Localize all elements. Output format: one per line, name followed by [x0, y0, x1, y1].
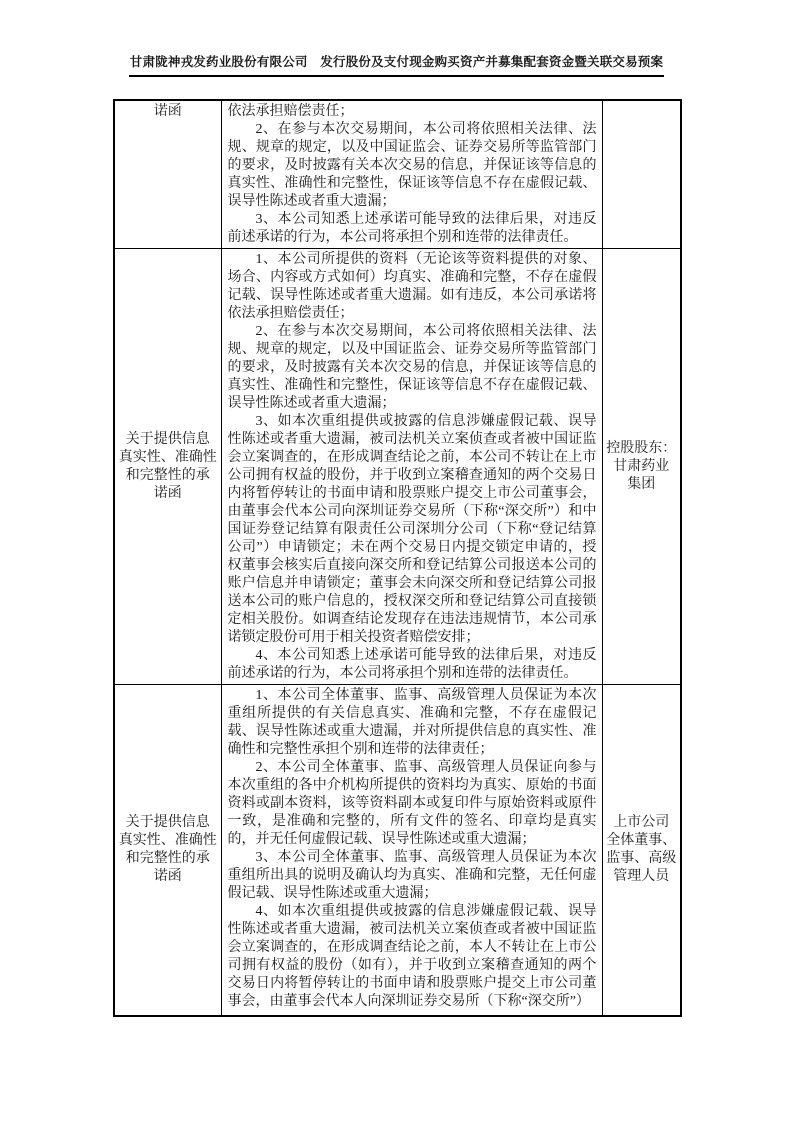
row-content-cell: [221, 249, 602, 685]
paragraph: 3、如本次重组提供或披露的信息涉嫌虚假记载、误导性陈述或者重大遗漏，被司法机关立案侦查或者被中国证监会立案调查的，在形成调查结论之前，本公司不转让在上市公司拥有权益的股份，并于收到立案稽查通知的两个交易日内将暂停转让的书面申请和股票账户提交上市公司董事会，由董事会代本公司向深圳证券交易所（下称“深交所”）和中国证券登记结算有限责任公司深圳分公司（下称“登记结算公司”）申请锁定；未在两个交易日内提交锁定申请的，授权董事会核实后直接向深交所和登记结算公司报送本公司的账户信息并申请锁定；董事会未向深交所和登记结算公司报送本公司的账户信息的，授权深交所和登记结算公司直接锁定相关股份。如调查结论发现存在违法违规情节，本公司承诺锁定股份可用于相关投资者赔偿安排；: [227, 414, 597, 645]
row-content-cell: [221, 685, 602, 1016]
row-label-cell: 诺函: [114, 100, 221, 249]
row-party-cell: 上市公司 全体董事、 监事、高级 管理人员: [602, 685, 681, 1016]
paragraph: 4、本公司知悉上述承诺可能导致的法律后果，对违反前述承诺的行为，本公司将承担个别和连带的法律责任。: [227, 648, 597, 681]
row-label-cell: 关于提供信息 真实性、准确性 和完整性的承 诺函: [114, 685, 221, 1016]
paragraph: 3、本公司知悉上述承诺可能导致的法律后果，对违反前述承诺的行为，本公司将承担个别和连带的法律责任。: [227, 212, 597, 245]
paragraph: 1、本公司所提供的资料（无论该等资料提供的对象、场合、内容或方式如何）均真实、准确和完整，不存在虚假记载、误导性陈述或者重大遗漏。如有违反，本公司承诺将依法承担赔偿责任；: [227, 252, 597, 321]
paragraph: 1、本公司全体董事、监事、高级管理人员保证为本次重组所提供的有关信息真实、准确和完整，不存在虚假记载、误导性陈述或重大遗漏，并对所提供信息的真实性、准确性和完整性承担个别和连带的法律责任；: [227, 688, 597, 757]
paragraph: 2、在参与本次交易期间，本公司将依照相关法律、法规、规章的规定，以及中国证监会、证券交易所等监管部门的要求，及时披露有关本次交易的信息，并保证该等信息的真实性、准确性和完整性，保证该等信息不存在虚假记载、误导性陈述或者重大遗漏；: [227, 122, 597, 209]
table-row: [114, 685, 681, 1016]
row-party-cell: [602, 100, 681, 249]
paragraph: 3、本公司全体董事、监事、高级管理人员保证为本次重组所出具的说明及确认均为真实、准确和完整，无任何虚假记载、误导性陈述或重大遗漏；: [227, 850, 597, 901]
paragraph: 2、在参与本次交易期间，本公司将依照相关法律、法规、规章的规定，以及中国证监会、证券交易所等监管部门的要求，及时披露有关本次交易的信息，并保证该等信息的真实性、准确性和完整性，保证该等信息不存在虚假记载、误导性陈述或者重大遗漏；: [227, 324, 597, 411]
row-label-cell: 关于提供信息 真实性、准确性 和完整性的承 诺函: [114, 249, 221, 685]
row-party-cell: 控股股东： 甘肃药业 集团: [602, 249, 681, 685]
page-header-title: 甘肃陇神戎发药业股份有限公司 发行股份及支付现金购买资产并募集配套资金暨关联交易预案: [129, 52, 664, 77]
table-row: [114, 249, 681, 685]
table-row: [114, 100, 681, 249]
paragraph: 4、如本次重组提供或披露的信息涉嫌虚假记载、误导性陈述或者重大遗漏，被司法机关立案侦查或者被中国证监会立案调查的，在形成调查结论之前，本人不转让在上市公司拥有权益的股份（如有），并于收到立案稽查通知的两个交易日内将暂停转让的书面申请和股票账户提交上市公司董事会，由董事会代本人向深圳证券交易所（下称“深交所”）: [227, 904, 597, 1009]
paragraph: 依法承担赔偿责任；: [227, 104, 354, 119]
paragraph: 2、本公司全体董事、监事、高级管理人员保证向参与本次重组的各中介机构所提供的资料均为真实、原始的书面资料或副本资料，该等资料副本或复印件与原始资料或原件一致，是准确和完整的，所有文件的签名、印章均是真实的，并无任何虚假记载、误导性陈述或重大遗漏；: [227, 760, 597, 847]
page-header: [0, 52, 793, 77]
commitments-table: [113, 99, 682, 1017]
row-content-cell: [221, 100, 602, 249]
